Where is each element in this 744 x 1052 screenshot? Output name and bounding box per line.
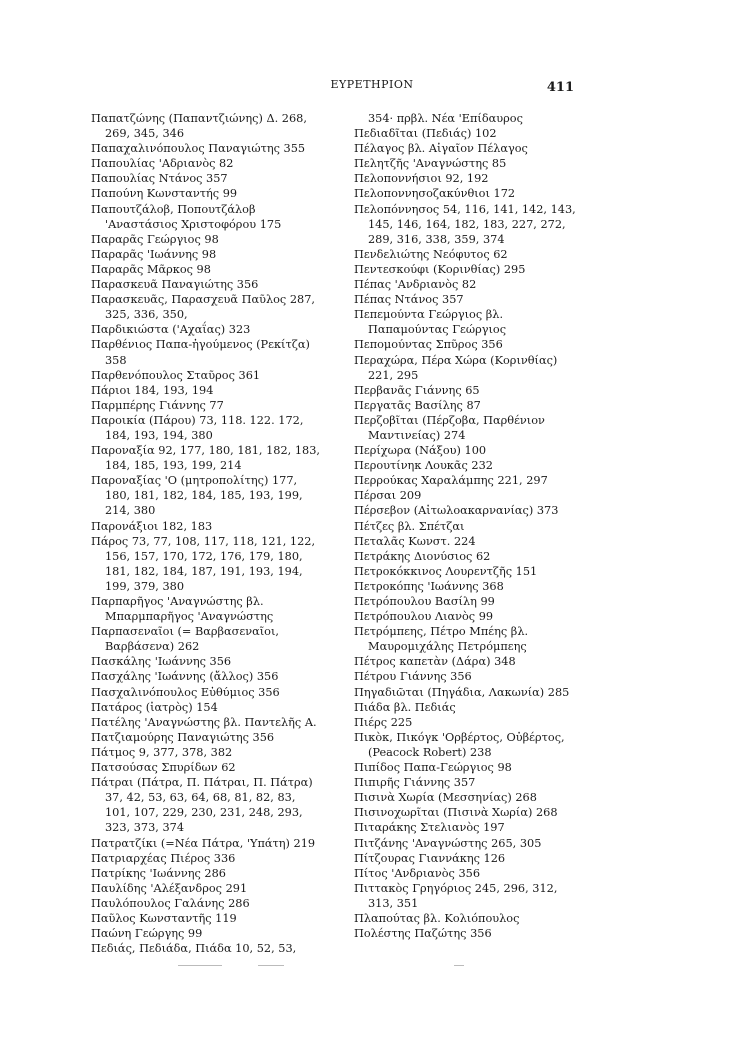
index-entry: Πετροκόπης 'Ιωάννης 368 — [354, 579, 504, 593]
index-entry: Πεταλᾶς Κωνστ. 224 — [354, 534, 476, 548]
index-entry: Πίτος 'Ανδριανὸς 356 — [354, 866, 481, 880]
index-entry: Παραρᾶς 'Ιωάννης 98 — [91, 247, 217, 261]
index-entry: Πιέρς 225 — [354, 715, 413, 729]
index-entry: Πατάρος (ἰατρὸς) 154 — [91, 700, 218, 714]
index-entry: Πιπίδος Παπα-Γεώργιος 98 — [354, 761, 512, 775]
index-entry: Παρπασεναῖοι (= Βαρβασεναῖοι, Βαρβάσενα) 262 — [91, 625, 279, 654]
index-entry: Παρμπέρης Γιάννης 77 — [91, 398, 224, 412]
index-entry: Πλαπούτας βλ. Κολιόπουλος — [354, 911, 520, 925]
index-entry: Παπούνη Κωνσταντής 99 — [91, 187, 238, 201]
index-entry: Πεπεμούντα Γεώργιος βλ. Παπαμούντας Γεώργιος — [354, 308, 507, 337]
index-entry: Πισινὰ Χωρία (Μεσσηνίας) 268 — [354, 791, 537, 805]
index-entry: Πέρσεβον (Αἰτωλοακαρνανίας) 373 — [354, 504, 559, 518]
index-entry: Παώνη Γεώργης 99 — [91, 927, 203, 941]
index-entry: Πέλαγος βλ. Αἰγαῖον Πέλαγος — [354, 142, 528, 156]
index-entry: Πάτμος 9, 377, 378, 382 — [91, 745, 233, 759]
index-entry: Περζοβῖται (Πέρζοβα, Παρθένιον Μαντινείας) 274 — [354, 413, 545, 442]
index-entry: Παρδικιώστα ('Αχαΐας) 323 — [91, 323, 251, 337]
index-entry: Περίχωρα (Νάξου) 100 — [354, 444, 487, 458]
index-entry: Παροικία (Πάρου) 73, 118. 122. 172, 184, 193, 194, 380 — [91, 413, 304, 442]
index-entry: Πατρίκης 'Ιωάννης 286 — [91, 866, 226, 880]
index-entry: Παροναξίας 'Ο (μητροπολίτης) 177, 180, 181, 182, 184, 185, 193, 199, 214, 380 — [91, 474, 303, 518]
page-number: 411 — [546, 80, 574, 95]
index-entry: Πατσούσας Σπυρίδων 62 — [91, 761, 236, 775]
index-entry: Πάριοι 184, 193, 194 — [91, 383, 214, 397]
index-entry: Πατριαρχέας Πιέρος 336 — [91, 851, 236, 865]
index-entry: Περαχώρα, Πέρα Χώρα (Κορινθίας) 221, 295 — [354, 353, 558, 382]
index-entry: Παπαχαλινόπουλος Παναγιώτης 355 — [91, 142, 306, 156]
index-entry: Παπουτζάλοβ, Ποπουτζάλοβ 'Αναστάσιος Χριστοφόρου 175 — [91, 202, 282, 231]
index-entry: Πασχαλινόπουλος Εὐθύμιος 356 — [91, 685, 280, 699]
index-entry: Πασκάλης 'Ιωάννης 356 — [91, 655, 232, 669]
index-entry: Πιάδα βλ. Πεδιάς — [354, 700, 456, 714]
continued-entry: 354· πρβλ. Νέα 'Επίδαυρος — [368, 112, 523, 125]
index-entry: Παυλόπουλος Γαλάνης 286 — [91, 896, 250, 910]
index-entry: Πελητζῆς 'Αναγνώστης 85 — [354, 157, 507, 171]
index-entry: Πάτραι (Πάτρα, Π. Πάτραι, Π. Πάτρα) 37, 42, 53, 63, 64, 68, 81, 82, 83, 101, 107, 229, 230, 231, 248, 293, 323, 373, 374 — [91, 776, 313, 835]
index-entry: Πατζιαμούρης Παναγιώτης 356 — [91, 730, 275, 744]
index-entry: Παπουλίας Ντάνος 357 — [91, 172, 228, 186]
index-entry: Πενδελιώτης Νεόφυτος 62 — [354, 247, 508, 261]
index-entry: Πάρος 73, 77, 108, 117, 118, 121, 122, 156, 157, 170, 172, 176, 179, 180, 181, 182, 184, 187, 191, 193, 194, 199, 379, 380 — [91, 534, 316, 593]
index-entry: Περβανᾶς Γιάννης 65 — [354, 383, 480, 397]
index-entry: Πετρόπουλου Βασίλη 99 — [354, 595, 495, 608]
scan-mark — [178, 965, 222, 966]
index-entry: Πολέστης Παζώτης 356 — [354, 927, 492, 941]
index-entry: Πικὸκ, Πικόγκ 'Ορβέρτος, Οὐβέρτος, (Peacock Robert) 238 — [354, 730, 565, 759]
index-entry: Πέπας Ντάνος 357 — [354, 293, 464, 307]
index-entry: Παρασκευᾶς, Παρασχευᾶ Παῦλος 287, 325, 336, 350, — [91, 293, 316, 322]
index-entry: Πεπομούντας Σπῦρος 356 — [354, 338, 503, 352]
index-entry: Πιταράκης Στελιανὸς 197 — [354, 821, 505, 835]
index-entry: Περρούκας Χαραλάμπης 221, 297 — [354, 474, 548, 488]
index-entry: Πετρόπουλου Λιανὸς 99 — [354, 610, 494, 624]
index-entry: Πετροκόκκινος Λουρεντζῆς 151 — [354, 564, 538, 578]
index-entry: Πέρσαι 209 — [354, 489, 422, 503]
index-entry: Περγατᾶς Βασίλης 87 — [354, 398, 481, 412]
index-entry: Παρθένιος Παπα-ἡγούμενος (Ρεκίτζα) 358 — [91, 338, 310, 367]
index-entry: Παρονάξιοι 182, 183 — [91, 519, 213, 533]
index-entry: Παραρᾶς Γεώργιος 98 — [91, 232, 219, 246]
index-entry: Πελοπόννησος 54, 116, 141, 142, 143, 145, 146, 164, 182, 183, 227, 272, 289, 316, 338, 359, 374 — [354, 202, 576, 246]
index-entry: Παπουλίας 'Αδριανὸς 82 — [91, 157, 234, 171]
index-entry: Πατέλης 'Αναγνώστης βλ. Παντελῆς Α. — [91, 715, 317, 729]
index-entry: Πεδιάς, Πεδιάδα, Πιάδα 10, 52, 53, — [91, 942, 297, 956]
index-entry: Παρπαρῆγος 'Αναγνώστης βλ. Μπαρμπαρῆγος 'Αναγνώστης — [91, 595, 274, 624]
index-entry: Περουτίνηκ Λουκᾶς 232 — [354, 459, 493, 473]
index-entry: Παπατζώνης (Παπαντζιώνης) Δ. 268, 269, 345, 346 — [91, 112, 307, 141]
index-column-right — [354, 111, 578, 941]
index-entry: Παῦλος Κωνσταντῆς 119 — [91, 911, 237, 925]
index-entry: Πίτζουρας Γιαννάκης 126 — [354, 851, 506, 865]
index-entry: Πετράκης Διονύσιος 62 — [354, 549, 491, 563]
index-entry: Πασχάλης 'Ιωάννης (ἄλλος) 356 — [91, 670, 279, 684]
index-entry: Πεντεσκούφι (Κορινθίας) 295 — [354, 262, 526, 276]
scan-mark — [454, 965, 464, 966]
index-entry: Πιπιρῆς Γιάννης 357 — [354, 776, 476, 790]
index-entry: Πετρόμπεης, Πέτρο Μπέης βλ. Μαυρομιχάλης Πετρόμπεης — [354, 625, 529, 654]
index-entry: Πεδιαδῖται (Πεδιάς) 102 — [354, 127, 497, 141]
index-entry: Πελοποννησοζακύνθιοι 172 — [354, 187, 516, 201]
index-entry: Παραρᾶς Μᾶρκος 98 — [91, 262, 211, 276]
index-column-left — [91, 111, 321, 956]
index-entry: Πιττακὸς Γρηγόριος 245, 296, 312, 313, 351 — [354, 881, 558, 910]
index-entry: Πέτζες βλ. Σπέτζαι — [354, 519, 465, 533]
index-entry: Παρθενόπουλος Σταῦρος 361 — [91, 368, 261, 382]
scan-mark — [258, 965, 284, 966]
index-entry: Πατρατζίκι (=Νέα Πάτρα, 'Υπάτη) 219 — [91, 836, 316, 850]
index-entry: Παυλίδης 'Αλέξανδρος 291 — [91, 881, 248, 895]
index-entry: Πισινοχωρῖται (Πισινὰ Χωρία) 268 — [354, 806, 558, 820]
index-entry: Πέτρου Γιάννης 356 — [354, 670, 472, 684]
index-entry: Πέπας 'Ανδριανὸς 82 — [354, 278, 477, 292]
running-header: ΕΥΡΕΤΗΡΙΟΝ — [330, 78, 414, 91]
index-entry: Πιτζάνης 'Αναγνώστης 265, 305 — [354, 836, 542, 850]
index-entry: Πηγαδιῶται (Πηγάδια, Λακωνία) 285 — [354, 685, 570, 699]
index-entry: Πέτρος καπετὰν (Δάρα) 348 — [354, 655, 516, 669]
index-entry: Πελοποννήσιοι 92, 192 — [354, 172, 489, 186]
index-entry: Παρασκευᾶ Παναγιώτης 356 — [91, 278, 259, 292]
index-entry: Παροναξία 92, 177, 180, 181, 182, 183, 184, 185, 193, 199, 214 — [91, 444, 320, 473]
